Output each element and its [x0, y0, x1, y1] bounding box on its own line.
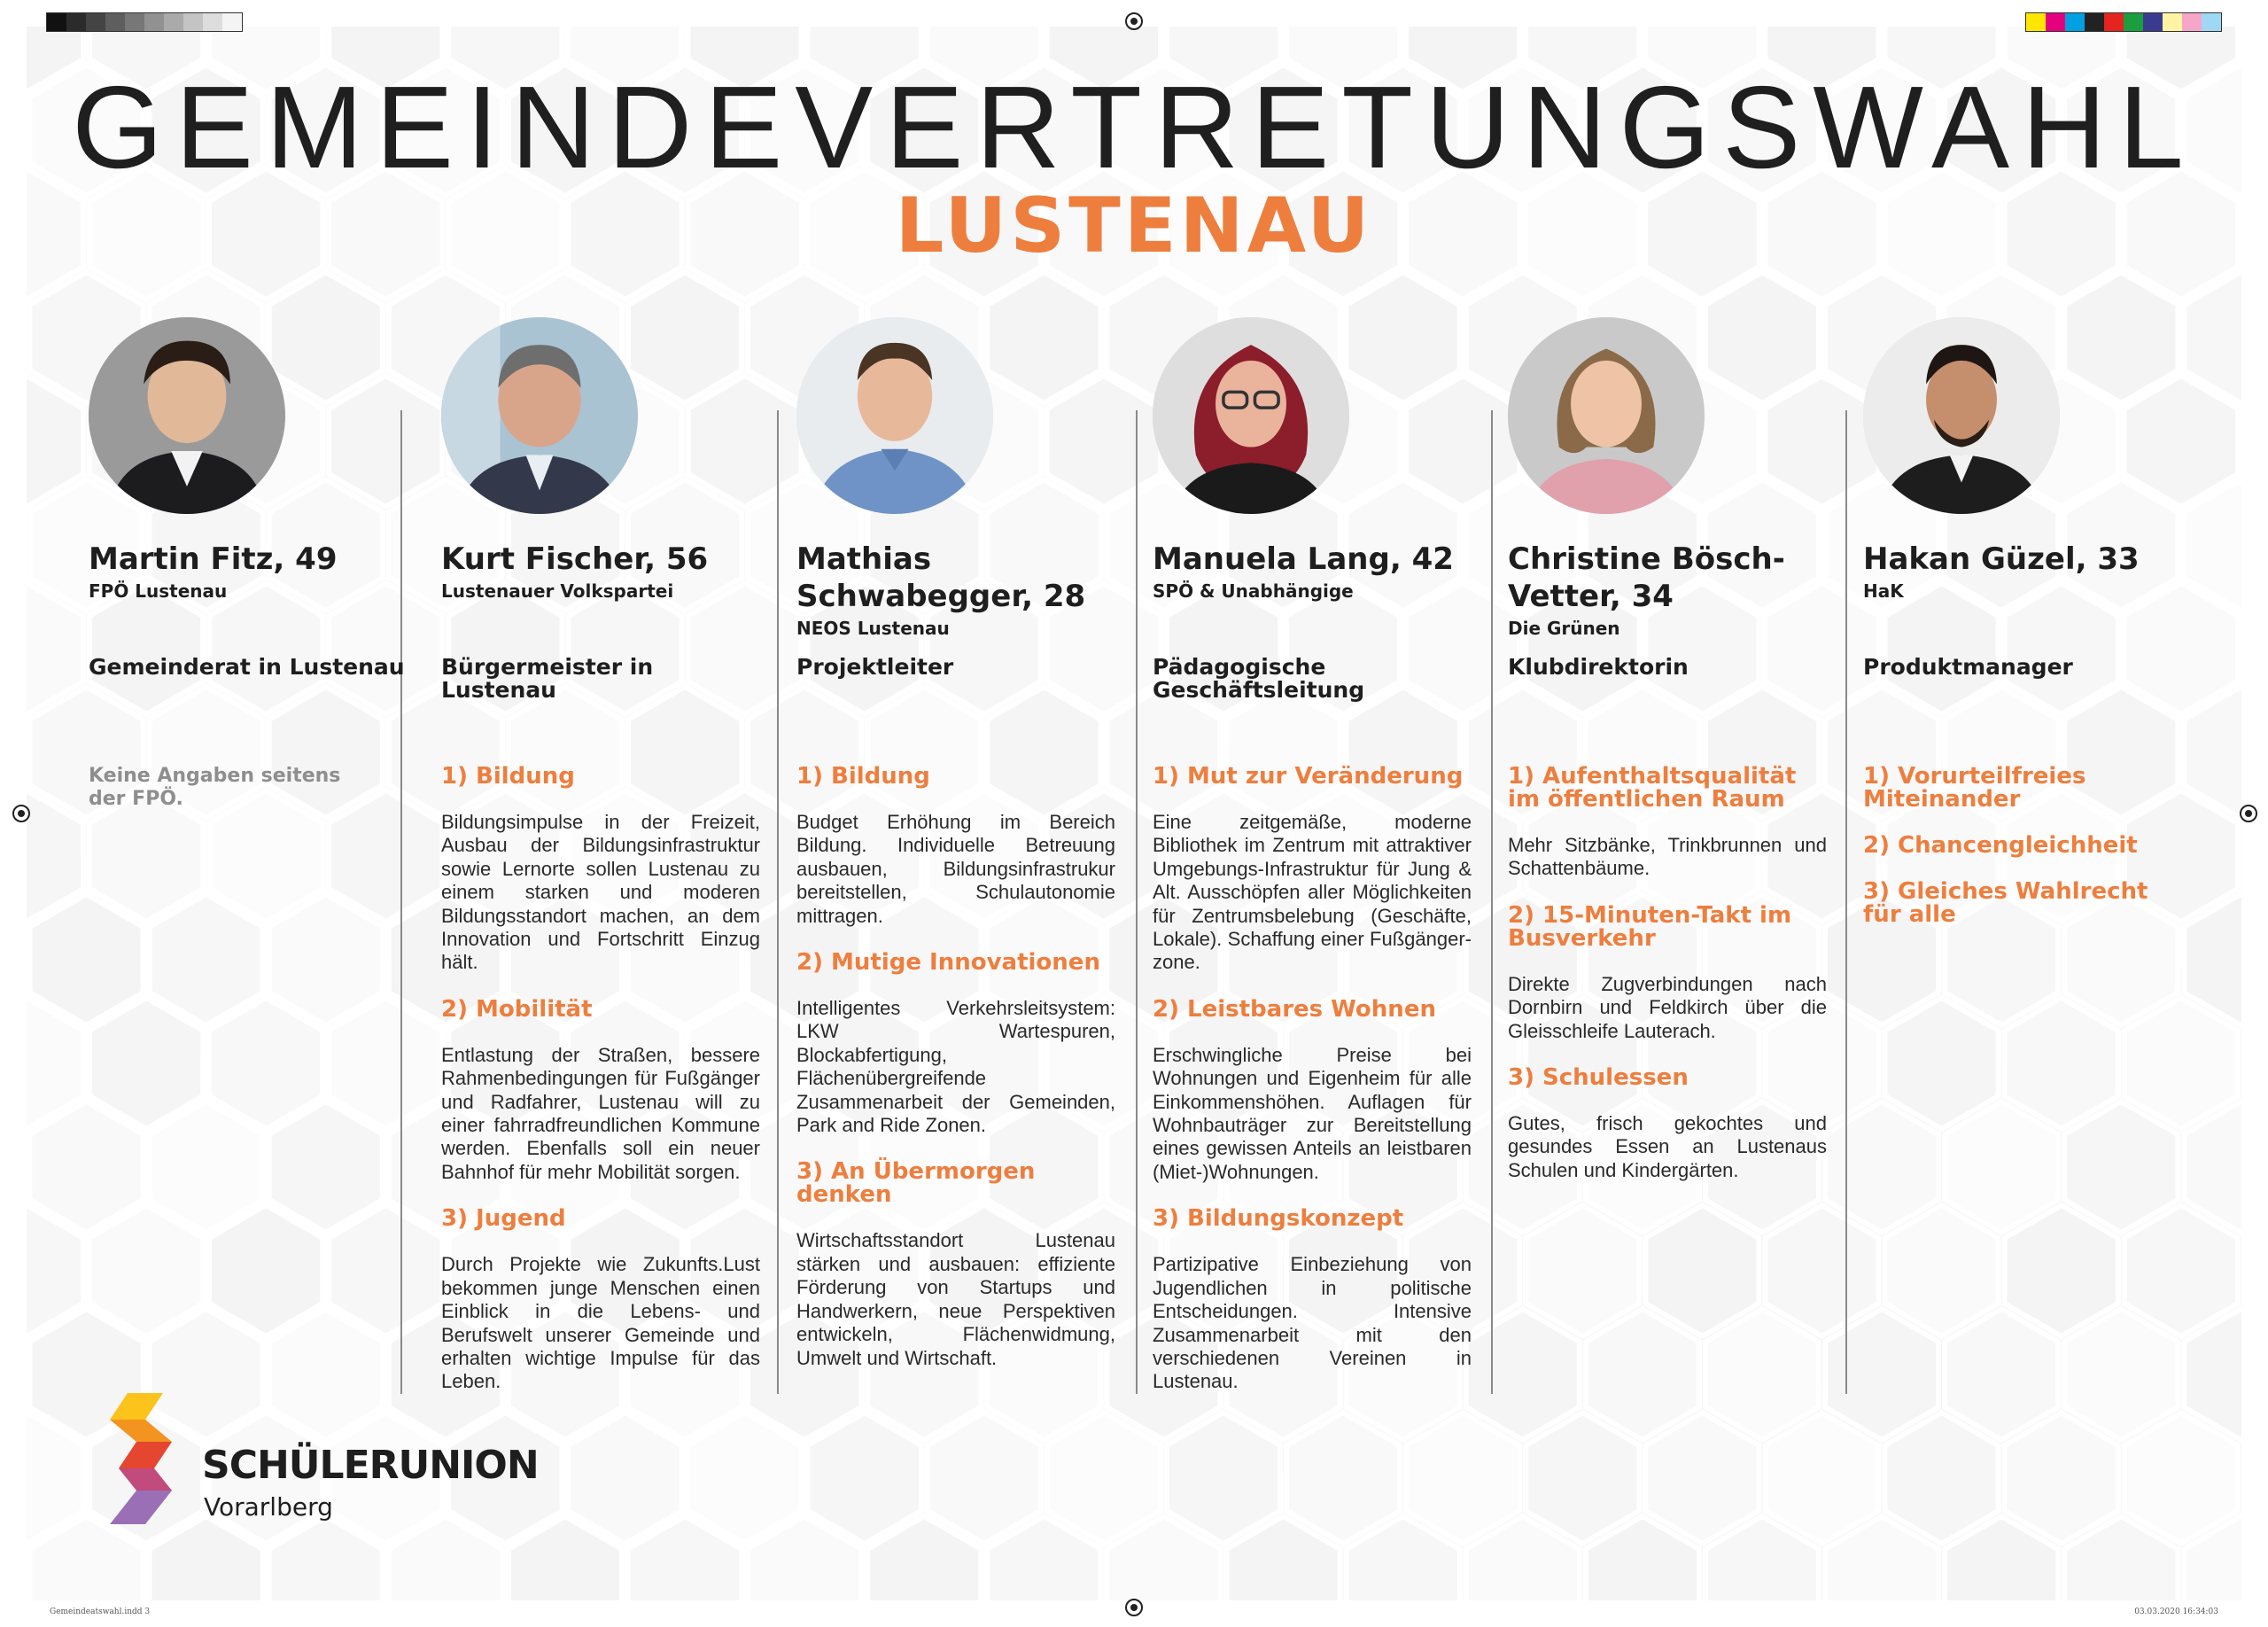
candidate-name: Martin Fitz, 49	[89, 541, 338, 577]
point-title: 2) 15-Minuten-Takt im Busverkehr	[1508, 901, 1792, 952]
candidate-photo	[1153, 317, 1349, 514]
candidate-program	[1508, 765, 1827, 1205]
hexagon-tile	[2005, 1205, 2118, 1336]
candidate-program	[441, 765, 760, 1417]
candidate-program	[1863, 765, 2182, 949]
point-text: Gutes, frisch gekochtes und gesundes Essen an Lustenaus Schulen und Kindergärten.	[1508, 1112, 1827, 1181]
candidate-job: Produktmanager	[1863, 654, 2073, 680]
candidate-column-fischer	[441, 317, 760, 1393]
point-title: 3) Jugend	[441, 1205, 566, 1233]
point-text: Erschwingliche Preise bei Wohnungen und Eigenheim für alle Einkommenshöhen. Auflagen für Wohnbauträger zur Bereitstellung eines gewissen Anteils an leistbaren (Miet-)Wohnungen.	[1153, 1043, 1472, 1183]
candidate-name: Christine Bösch-Vetter, 34	[1508, 541, 1785, 614]
candidate-photo	[89, 317, 285, 514]
hexagon-tile	[89, 1205, 203, 1336]
hexagon-tile	[269, 894, 383, 1025]
hexagon-tile	[329, 998, 442, 1129]
hexagon-tile	[1885, 583, 1999, 714]
column-divider	[777, 410, 779, 1394]
registration-mark-left	[12, 805, 30, 822]
hexagon-tile	[89, 583, 203, 714]
schuelerunion-logo	[110, 1393, 539, 1526]
portrait-image	[441, 317, 638, 514]
column-divider	[1136, 410, 1138, 1394]
candidate-photo	[1863, 317, 2060, 514]
page-subtitle: LUSTENAU	[895, 182, 1373, 270]
hexagon-tile	[1885, 1205, 1999, 1336]
color-bar	[2025, 12, 2222, 32]
hexagon-tile	[1645, 1413, 1759, 1544]
candidate-name: Mathias Schwabegger, 28	[796, 541, 1086, 614]
candidate-name: Kurt Fischer, 56	[441, 541, 709, 577]
logo-name: SCHÜLERUNION	[202, 1443, 539, 1488]
portrait-image	[1153, 317, 1349, 514]
hexagon-tile	[1765, 1205, 1878, 1336]
point-title: 2) Mutige Innovationen	[796, 949, 1100, 977]
hexagon-tile	[209, 1205, 322, 1336]
hexagon-tile	[1705, 1309, 1819, 1440]
hexagon-tile	[1586, 1309, 1699, 1440]
hexagon-tile	[1645, 1205, 1759, 1336]
point-title: 3) Gleiches Wahlrecht für alle	[1863, 878, 2148, 928]
hexagon-tile	[329, 583, 442, 714]
slug-file: Gemeindeatswahl.indd 3	[50, 1608, 151, 1616]
registration-mark-bottom	[1125, 1599, 1143, 1616]
candidate-party: NEOS Lustenau	[796, 618, 950, 639]
column-divider	[1845, 410, 1847, 1394]
hexagon-tile	[2064, 1309, 2178, 1440]
candidate-photo	[796, 317, 993, 514]
candidate-name: Manuela Lang, 42	[1153, 541, 1454, 577]
hexagon-tile	[1825, 1102, 1938, 1233]
point-text: Durch Projekte wie Zukunfts.Lust bekommen junge Menschen einen Einblick in die Lebens- und Berufswelt unserer Gemeinde und erhalten wichtige Impulse für das Leben.	[441, 1253, 760, 1393]
hexagon-tile	[2005, 998, 2118, 1129]
point-title: 1) Mut zur Veränderung	[1153, 763, 1464, 790]
candidate-party: HaK	[1863, 580, 1904, 602]
point-text: Bildungsimpulse in der Freizeit, Ausbau der Bildungsinfrastruktur sowie Lernorte sollen Lustenau zu einem starken und moderen Bildungsstandort machen, an dem Innovation und Fortschritt Einzug hält.	[441, 811, 760, 974]
portrait-image	[1863, 317, 2060, 514]
hexagon-tile	[2064, 1102, 2178, 1233]
column-divider	[1491, 410, 1493, 1394]
point-text: Intelligentes Verkehrsleitsystem: LKW Wartespuren, Blockabfertigung, Flächenübergreifende Zusammenarbeit der Gemeinden, Park and Ride Zonen.	[796, 997, 1115, 1137]
point-title: 3) Schulessen	[1508, 1064, 1689, 1092]
hexagon-tile	[2005, 583, 2118, 714]
candidate-program	[1153, 765, 1472, 1417]
hexagon-tile	[30, 894, 144, 1025]
hexagon-tile	[928, 1413, 1041, 1544]
candidate-column-schwabegger	[796, 317, 1115, 1369]
no-info-note: Keine Angaben seitens der FPÖ.	[89, 765, 341, 810]
hexagon-tile	[2124, 583, 2238, 714]
registration-mark-top	[1125, 12, 1143, 30]
candidate-party: FPÖ Lustenau	[89, 580, 228, 602]
hexagon-tile	[1526, 1205, 1639, 1336]
grayscale-bar	[46, 12, 243, 32]
candidate-job: Projektleiter	[796, 654, 954, 680]
point-title: 3) Bildungskonzept	[1153, 1205, 1404, 1233]
portrait-image	[89, 317, 285, 514]
candidate-photo	[441, 317, 638, 514]
hexagon-tile	[269, 1102, 383, 1233]
candidate-job: Bürgermeister in Lustenau	[441, 654, 654, 703]
hexagon-tile	[2124, 998, 2238, 1129]
point-title: 2) Mobilität	[441, 995, 593, 1023]
candidate-job: Pädagogische Geschäftsleitung	[1153, 654, 1365, 703]
candidate-program	[796, 765, 1115, 1393]
hexagon-tile	[89, 998, 203, 1129]
hexagon-tile	[1286, 1413, 1400, 1544]
hexagon-tile	[1885, 1413, 1999, 1544]
point-title: 2) Chancengleichheit	[1863, 832, 2138, 859]
candidate-name: Hakan Güzel, 33	[1863, 541, 2140, 577]
candidate-job: Klubdirektorin	[1508, 654, 1689, 680]
candidate-party: Die Grünen	[1508, 618, 1620, 639]
point-text: Eine zeitgemäße, moderne Bibliothek im Zentrum mit attraktiver Umgebungs-Infrastruktur für Jung & Alt. Ausschöpfen aller Möglichkeiten für Zentrumsbelebung (Geschäfte, Lokale). Schaffung einer Fußgänger-zone.	[1153, 811, 1472, 974]
hexagon-tile	[1945, 1102, 2058, 1233]
candidate-column-guezel	[1863, 317, 2182, 928]
slug-stamp: 03.03.2020 16:34:03	[2134, 1608, 2218, 1616]
hexagon-tile	[150, 1102, 263, 1233]
point-title: 3) An Übermorgen denken	[796, 1158, 1036, 1209]
hexagon-tile	[1765, 1413, 1878, 1544]
registration-mark-right	[2240, 805, 2257, 822]
candidate-party: Lustenauer Volkspartei	[441, 580, 674, 602]
hexagon-tile	[2124, 1413, 2238, 1544]
point-title: 1) Vorurteilfreies Miteinander	[1863, 763, 2086, 813]
point-title: 1) Bildung	[796, 763, 930, 790]
hexagon-tile	[688, 1413, 802, 1544]
hexagon-tile	[1466, 1309, 1580, 1440]
hexagon-tile	[209, 998, 322, 1129]
point-text: Entlastung der Straßen, bessere Rahmenbedingungen für Fußgänger und Radfahrer, Lustenau will zu einer fahrradfreundlichen Kommune werden. Ebenfalls soll ein neuer Bahnhof für mehr Mobilität sorgen.	[441, 1043, 760, 1183]
candidate-photo	[1508, 317, 1705, 514]
hexagon-tile	[1406, 1413, 1519, 1544]
portrait-image	[796, 317, 993, 514]
hexagon-tile	[209, 583, 322, 714]
page-title: GEMEINDEVERTRETUNGSWAHL	[72, 62, 2196, 192]
hexagon-tile	[1167, 1413, 1280, 1544]
point-title: 1) Bildung	[441, 763, 575, 790]
candidate-column-fitz	[89, 317, 408, 810]
point-text: Budget Erhöhung im Bereich Bildung. Individuelle Betreuung ausbauen, Bildungsinfrastrukur bereitstellen, Schulautonomie mittragen.	[796, 811, 1115, 927]
hexagon-tile	[329, 1205, 442, 1336]
candidate-party: SPÖ & Unabhängige	[1153, 580, 1354, 602]
hexagon-tile	[1885, 998, 1999, 1129]
hexagon-tile	[2124, 1205, 2238, 1336]
hexagon-tile	[30, 1102, 144, 1233]
hexagon-tile	[1825, 1309, 1938, 1440]
point-text: Wirtschaftsstandort Lustenau stärken und ausbauen: effiziente Förderung von Startups und Handwerkern, neue Perspektiven entwickeln, Flächenwidmung, Umwelt und Wirtschaft.	[796, 1229, 1115, 1369]
candidate-column-lang	[1153, 317, 1472, 1393]
hexagon-tile	[808, 1413, 921, 1544]
hexagon-tile	[1047, 1413, 1161, 1544]
hexagon-tile	[1526, 1413, 1639, 1544]
candidate-job: Gemeinderat in Lustenau	[89, 654, 405, 680]
point-title: 2) Leistbares Wohnen	[1153, 995, 1436, 1023]
candidate-column-boesch-vetter	[1508, 317, 1827, 1181]
point-title: 1) Aufenthaltsqualität im öffentlichen Raum	[1508, 763, 1797, 813]
logo-subtitle: Vorarlberg	[204, 1492, 333, 1522]
logo-mark-icon	[110, 1393, 181, 1526]
point-text: Partizipative Einbeziehung von Jugendlichen in politische Entscheidungen. Intensive Zusammenarbeit mit den verschiedenen Vereinen in Lustenau.	[1153, 1253, 1472, 1393]
hexagon-tile	[2005, 1413, 2118, 1544]
portrait-image	[1508, 317, 1705, 514]
point-text: Mehr Sitzbänke, Trinkbrunnen und Schattenbäume.	[1508, 834, 1827, 880]
hexagon-tile	[1945, 1309, 2058, 1440]
hexagon-tile	[568, 1413, 681, 1544]
point-text: Direkte Zugverbindungen nach Dornbirn und Feldkirch über die Gleisschleife Lauterach.	[1508, 972, 1827, 1042]
hexagon-tile	[150, 894, 263, 1025]
